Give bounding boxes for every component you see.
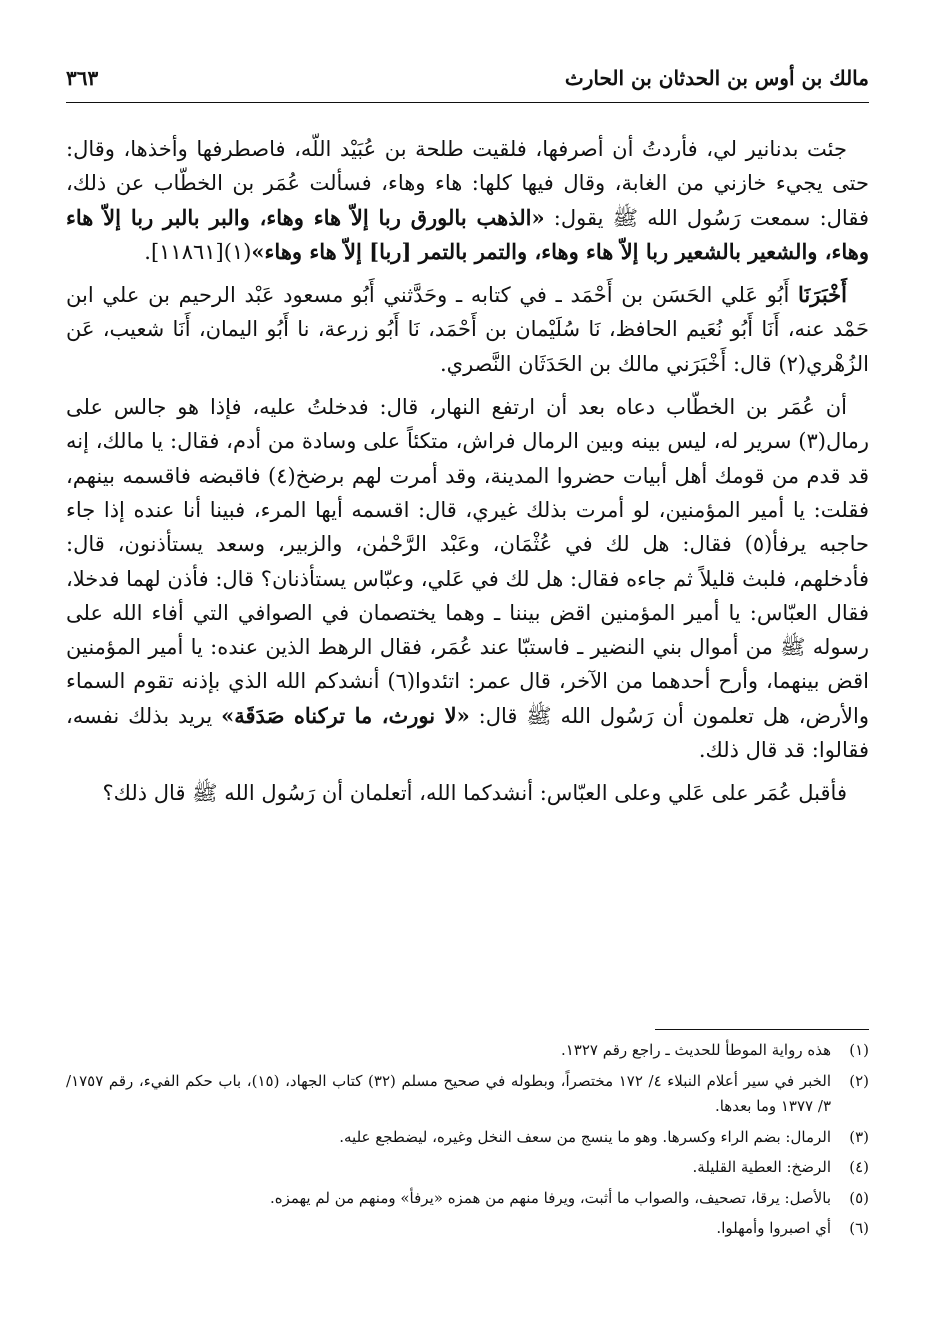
footnote [66,1155,869,1181]
footnote-text: بالأصل: يرقا، تصحيف، والصواب ما أثبت، ويرفا منهم من همزه «يرفأ» ومنهم من لم يهمزه. [269,1188,831,1207]
footnote-divider [655,1029,869,1030]
page-header [66,62,869,103]
paragraph-text: جئت بدنانير لي، فأردتُ أن أصرفها، فلقيت طلحة بن عُبَيْد اللّه، فاصطرفها وأخذها، وقال: حتى يجيء خازني من الغابة، وقال فيها كلها: هاء وهاء، فسألت عُمَر بن الخطّاب عن ذلك، فقال: سمعت رَسُول الله ﷺ يقول: [66,137,869,230]
chain-opening: أَخْبَرَنَا [798,282,847,308]
page-number: ٣٦٣ [66,66,99,90]
footnote [66,1038,869,1064]
footnote [66,1125,869,1151]
footnote-number: (٥) [849,1188,869,1207]
paragraph-text: فأقبل عُمَر على عَلي وعلى العبّاس: أنشدكما الله، أتعلمان أن رَسُول الله ﷺ قال ذلك؟ [102,781,847,806]
footnote-number: (٤) [849,1158,869,1176]
footnote-text: الرضخ: العطية القليلة. [692,1158,831,1176]
paragraph-text: أَبُو عَلي الحَسَن بن أَحْمَد ـ في كتابه ـ وحَدَّثني أَبُو مسعود عَبْد الرحيم بن علي ابن حَمْد عنه، أَنَا أَبُو نُعَيم الحافظ، نَا سُلَيْمان بن أَحْمَد، نَا أَبُو زرعة، نا أَبُو اليمان، أَنَا شعيب، عَن الزُهْري(٢) قال: أَخْبَرَني مالك بن الحَدَثَان النَّصري. [66,283,869,376]
paragraph [66,278,869,381]
paragraph-text: يريد بذلك نفسه، فقالوا: قد قال ذلك. [66,703,869,763]
paragraph [66,132,869,269]
hadith-quote: «الذهب بالورق ربا إلاّ هاء وهاء، والبر بالبر ربا إلاّ هاء وهاء، والشعير بالشعير ربا إلاّ هاء وهاء، والتمر بالتمر [ربا] إلاّ هاء وهاء» [66,204,869,264]
footnote-number: (١) [849,1041,869,1059]
footnote [66,1216,869,1242]
footnote-number: (٢) [849,1071,869,1090]
paragraph [66,776,869,810]
footnote [66,1069,869,1120]
footnote-number: (٦) [849,1219,869,1237]
paragraph [66,390,869,767]
footnotes [66,1038,869,1247]
citation-reference: (١)[١١٨٦١]. [144,239,252,264]
main-text [66,132,869,820]
footnote [66,1186,869,1212]
hadith-quote: «لا نورث، ما تركناه صَدَقَة» [221,702,470,728]
footnote-text: هذه رواية الموطأ للحديث ـ راجع رقم ١٣٢٧. [560,1041,831,1059]
footnote-text: الرمال: بضم الراء وكسرها. وهو ما ينسج من سعف النخل وغيره، ليضطجع عليه. [339,1127,831,1146]
footnote-text: الخبر في سير أعلام النبلاء ٤/ ١٧٢ مختصراً، وبطوله في صحيح مسلم (٣٢) كتاب الجهاد، (١٥)، باب حكم الفيء، رقم ١٧٥٧/ ٣/ ١٣٧٧ وما بعدها. [66,1071,832,1115]
paragraph-text: أن عُمَر بن الخطّاب دعاه بعد أن ارتفع النهار، قال: فدخلتُ عليه، فإذا هو جالس على رمال(٣) سرير له، ليس بينه وبين الرمال فراش، متكئاً على وسادة من أدم، فقال: يا مالك، إنه قد قدم من قومك أهل أبيات حضروا المدينة، وقد أمرت لهم برضخ(٤) فاقبضه فاقسمه بينهم، فقلت: يا أمير المؤمنين، لو أمرت بذلك غيري، قال: اقسمه أيها المرء، فبينا أنا عنده إذا جاء حاجبه يرفأ(٥) فقال: هل لك في عُثْمَان، وعَبْد الرَّحْمٰن، والزبير، وسعد يستأذنون، قال: فأدخلهم، فلبث قليلاً ثم جاءه فقال: هل لك في عَلي، وعبّاس يستأذنان؟ قال: فأذن لهما فدخلا، فقال العبّاس: يا أمير المؤمنين اقض بيننا ـ وهما يختصمان في الصوافي التي أفاء الله على رسوله ﷺ من أموال بني النضير ـ فاستبّا عند عُمَر، فقال الرهط الذين عنده: يا أمير المؤمنين اقض بينهما، وأرح أحدهما من الآخر، قال عمر: اتئدوا(٦) أنشدكم الله الذي بإذنه تقوم السماء والأرض، هل تعلمون أن رَسُول الله ﷺ قال: [66,395,870,728]
footnote-text: أي اصبروا وأمهلوا. [716,1219,831,1237]
footnote-number: (٣) [849,1127,869,1146]
running-head: مالك بن أوس بن الحدثان بن الحارث [564,66,869,90]
